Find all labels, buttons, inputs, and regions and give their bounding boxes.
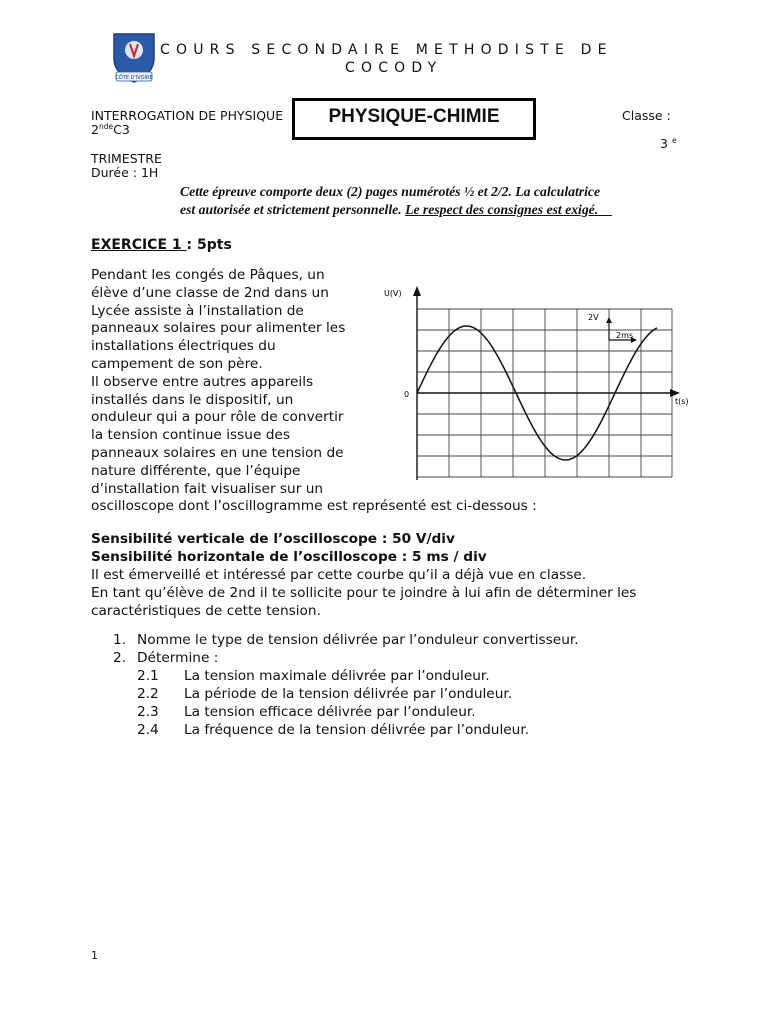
sensitivity-vertical: Sensibilité verticale de l’oscilloscope : 50 V/div bbox=[91, 531, 455, 547]
school-name-line1: COURS SECONDAIRE METHODISTE DE bbox=[160, 42, 613, 58]
page-number: 1 bbox=[91, 949, 98, 962]
school-name-line2: COCODY bbox=[345, 60, 443, 76]
classe-level: 3 $^e$ bbox=[660, 136, 677, 152]
y-axis-arrow-icon bbox=[413, 286, 421, 296]
para-line: panneaux solaires en une tension de bbox=[91, 444, 344, 461]
class-code: 2ndeC3 bbox=[91, 122, 130, 138]
exercise-title: EXERCICE 1 : 5pts bbox=[91, 237, 232, 253]
subject-title: PHYSIQUE-CHIMIE bbox=[328, 106, 500, 127]
para-line: Lycée assiste à l’installation de bbox=[91, 302, 304, 319]
para-line: Pendant les congés de Pâques, un bbox=[91, 267, 325, 283]
para-line: installés dans le dispositif, un bbox=[91, 391, 294, 408]
origin-label: 0 bbox=[404, 390, 410, 399]
trimestre: TRIMESTRE bbox=[91, 151, 162, 166]
school-logo bbox=[106, 28, 162, 88]
context-line: En tant qu’élève de 2nd il te sollicite pour te joindre à lui afin de déterminer les bbox=[91, 585, 637, 601]
scale-v-label: 2V bbox=[588, 313, 599, 322]
oscilloscope-settings bbox=[91, 530, 636, 620]
subject-box bbox=[292, 98, 536, 140]
context-line: Il est émerveillé et intéressé par cette courbe qu’il a déjà vue en classe. bbox=[91, 567, 587, 583]
sensitivity-horizontal: Sensibilité horizontale de l’oscilloscope : 5 ms / div bbox=[91, 549, 487, 565]
para-line: Il observe entre autres appareils bbox=[91, 373, 314, 390]
oscillogram bbox=[380, 284, 696, 484]
oscillogram-svg bbox=[380, 284, 696, 484]
para-line: la tension continue issue des bbox=[91, 427, 290, 444]
para-line: campement de son père. bbox=[91, 355, 263, 372]
y-axis-label: U(V) bbox=[384, 289, 402, 298]
para-line: nature différente, que l’équipe bbox=[91, 462, 301, 479]
x-axis-label: t(s) bbox=[675, 397, 689, 406]
context-line: caractéristiques de cette tension. bbox=[91, 603, 321, 619]
svg-text:CÔTE D'IVOIRE: CÔTE D'IVOIRE bbox=[115, 75, 153, 81]
duree: Durée : 1H bbox=[91, 165, 159, 180]
para-line: d’installation fait visualiser sur un bbox=[91, 480, 324, 497]
scale-t-label: 2ms bbox=[616, 331, 634, 340]
para-line: oscilloscope dont l’oscillogramme est représenté est ci-dessous : bbox=[91, 498, 537, 515]
notice-line2: est autorisée et strictement personnelle. Le respect des consignes est exigé. bbox=[180, 202, 612, 217]
exam-type: INTERROGATION DE PHYSIQUE bbox=[91, 108, 284, 123]
para-line: élève d’une classe de 2nd dans un bbox=[91, 284, 329, 301]
para-line: onduleur qui a pour rôle de convertir bbox=[91, 409, 344, 426]
x-axis-arrow-icon bbox=[670, 389, 680, 397]
exam-notice bbox=[180, 183, 650, 219]
classe-label: Classe : bbox=[622, 108, 671, 123]
notice-line1: Cette épreuve comporte deux (2) pages numérotés ½ et 2/2. La calculatrice bbox=[180, 184, 601, 199]
para-line: installations électriques du bbox=[91, 338, 276, 355]
notice-emphasis: Le respect des consignes est exigé. bbox=[405, 202, 612, 217]
para-line: panneaux solaires pour alimenter les bbox=[91, 320, 346, 337]
